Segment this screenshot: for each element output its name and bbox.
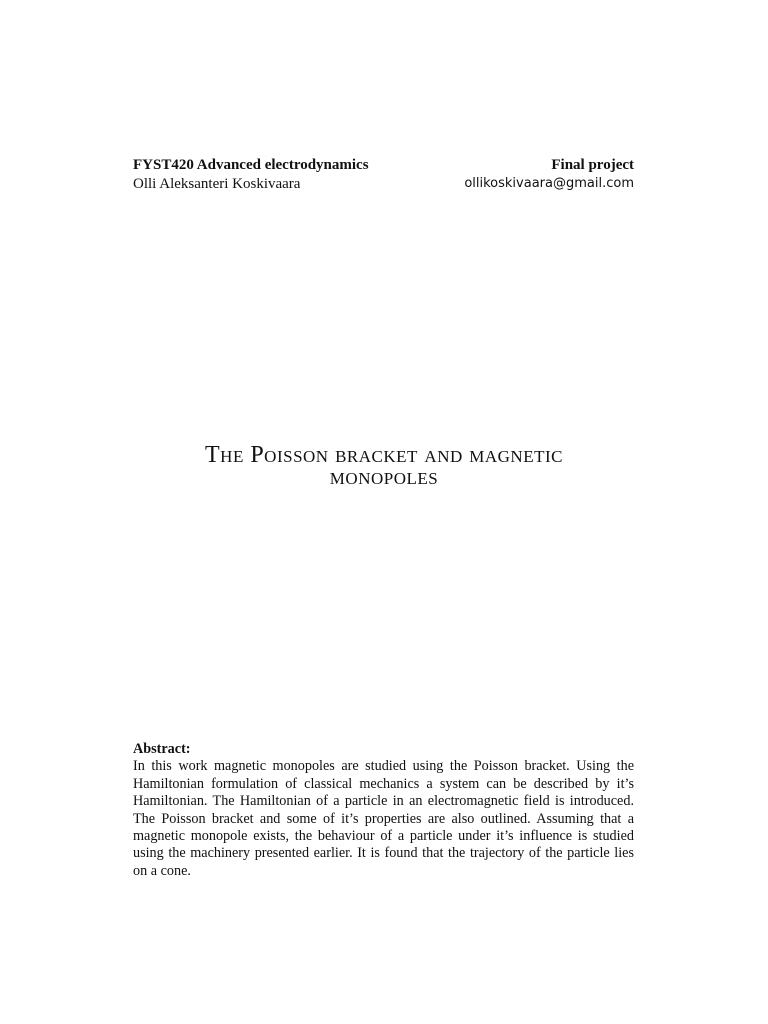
header-author-row [133,175,634,193]
abstract-section [133,741,634,880]
paper-title-line2: monopoles [329,464,439,490]
header-top-row [133,156,634,174]
project-type: Final project [551,157,634,173]
paper-title-line1: The Poisson bracket and magnetic [205,442,563,468]
author-name: Olli Aleksanteri Koskivaara [133,176,301,192]
abstract-heading: Abstract: [133,741,191,757]
author-email: ollikoskivaara@gmail.com [464,176,634,191]
course-title: FYST420 Advanced electrodynamics [133,157,369,173]
abstract-text: In this work magnetic monopoles are studied using the Poisson bracket. Using the Hamiltonian formulation of classical mechanics a system can be described by it’s Hamiltonian. The Hamiltonian of a particle in an electromagnetic field is introduced. The Poisson bracket and some of it’s properties are also outlined. Assuming that a magnetic monopole exists, the behaviour of a particle under it’s influence is studied using the machinery presented earlier. It is found that the trajectory of the particle lies on a cone. [133,758,634,879]
paper-title [0,444,768,488]
